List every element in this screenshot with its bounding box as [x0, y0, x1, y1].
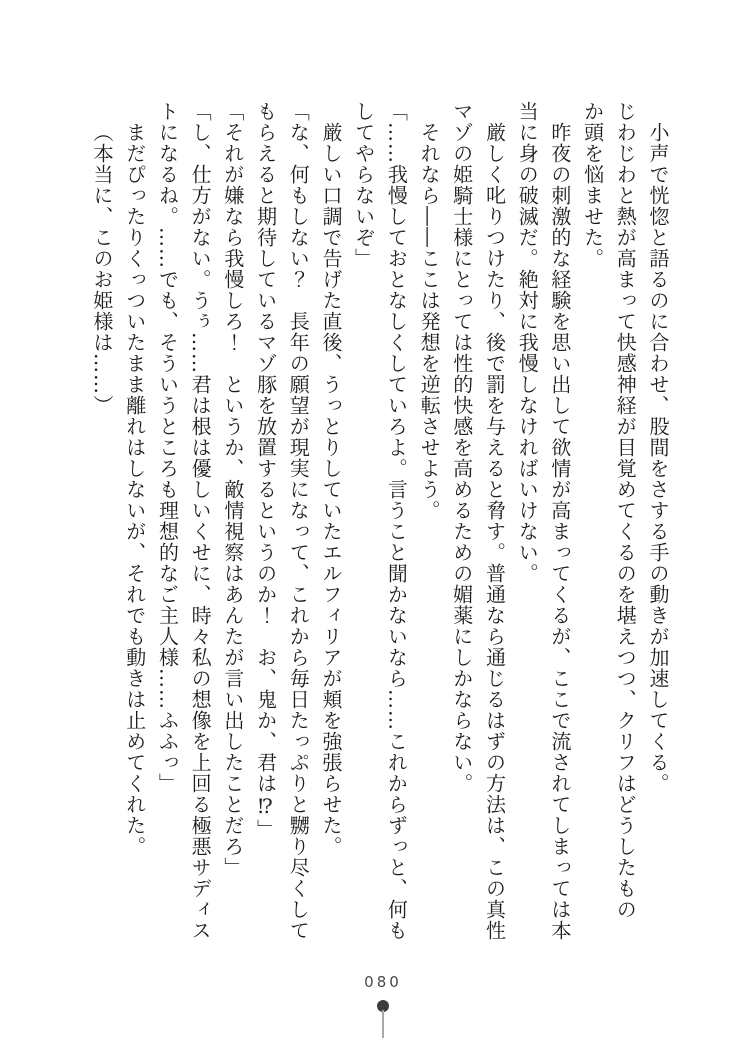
text-column: 「それが嫌なら我慢しろ！ というか、敵情視察はあんたが言い出したことだろ」 [220, 101, 245, 878]
text-block [85, 101, 674, 949]
page-number: 080 [364, 973, 402, 991]
text-column: か頭を悩ませた。 [580, 101, 605, 269]
text-column: 厳しい口調で告げた直後、うっとりしていたエルフィリアが頬を強張らせた。 [318, 122, 343, 857]
text-column: まだぴったりくっついたまま離れはしないが、それでも動きは止めてくれた。 [122, 122, 147, 857]
text-column: 当に身の破滅だ。絶対に我慢しなければいけない。 [515, 101, 540, 584]
text-column: それなら――ここは発想を逆転させよう。 [417, 122, 442, 521]
text-column: トになるね。……でも、そういうところも理想的なご主人様……ふふっ」 [155, 101, 180, 794]
page-marker-line-icon [382, 1010, 384, 1038]
text-column: 「……我慢しておとなしくしていろよ。言うこと聞かないなら……これからずっと、何も [384, 101, 409, 941]
text-column: マゾの姫騎士様にとっては性的快感を高めるための媚薬にしかならない。 [449, 101, 474, 794]
text-column: 厳しく叱りつけたり、後で罰を与えると脅す。普通なら通じるはずの方法は、この真性 [482, 122, 507, 941]
text-column: もらえると期待しているマゾ豚を放置するというのか！ お、鬼か、君は⁉」 [253, 101, 278, 840]
text-column: 小声で恍惚と語るのに合わせ、股間をさする手の動きが加速してくる。 [646, 122, 670, 794]
text-column: 「な、何もしない？ 長年の願望が現実になって、これから毎日たっぷりと嬲り尽くして [286, 101, 311, 941]
text-column: してやらないぞ」 [351, 101, 376, 269]
text-column: 昨夜の刺激的な経験を思い出して欲情が高まってくるが、ここで流されてしまっては本 [547, 122, 572, 941]
text-column: （本当に、このお姫様は……） [90, 122, 115, 416]
text-column: 「し、仕方がない。うぅ……君は根は優しいくせに、時々私の想像を上回る極悪サディス [188, 101, 213, 941]
text-column: じわじわと熱が高まって快感神経が目覚めてくるのを堪えつつ、クリフはどうしたもの [613, 101, 638, 920]
